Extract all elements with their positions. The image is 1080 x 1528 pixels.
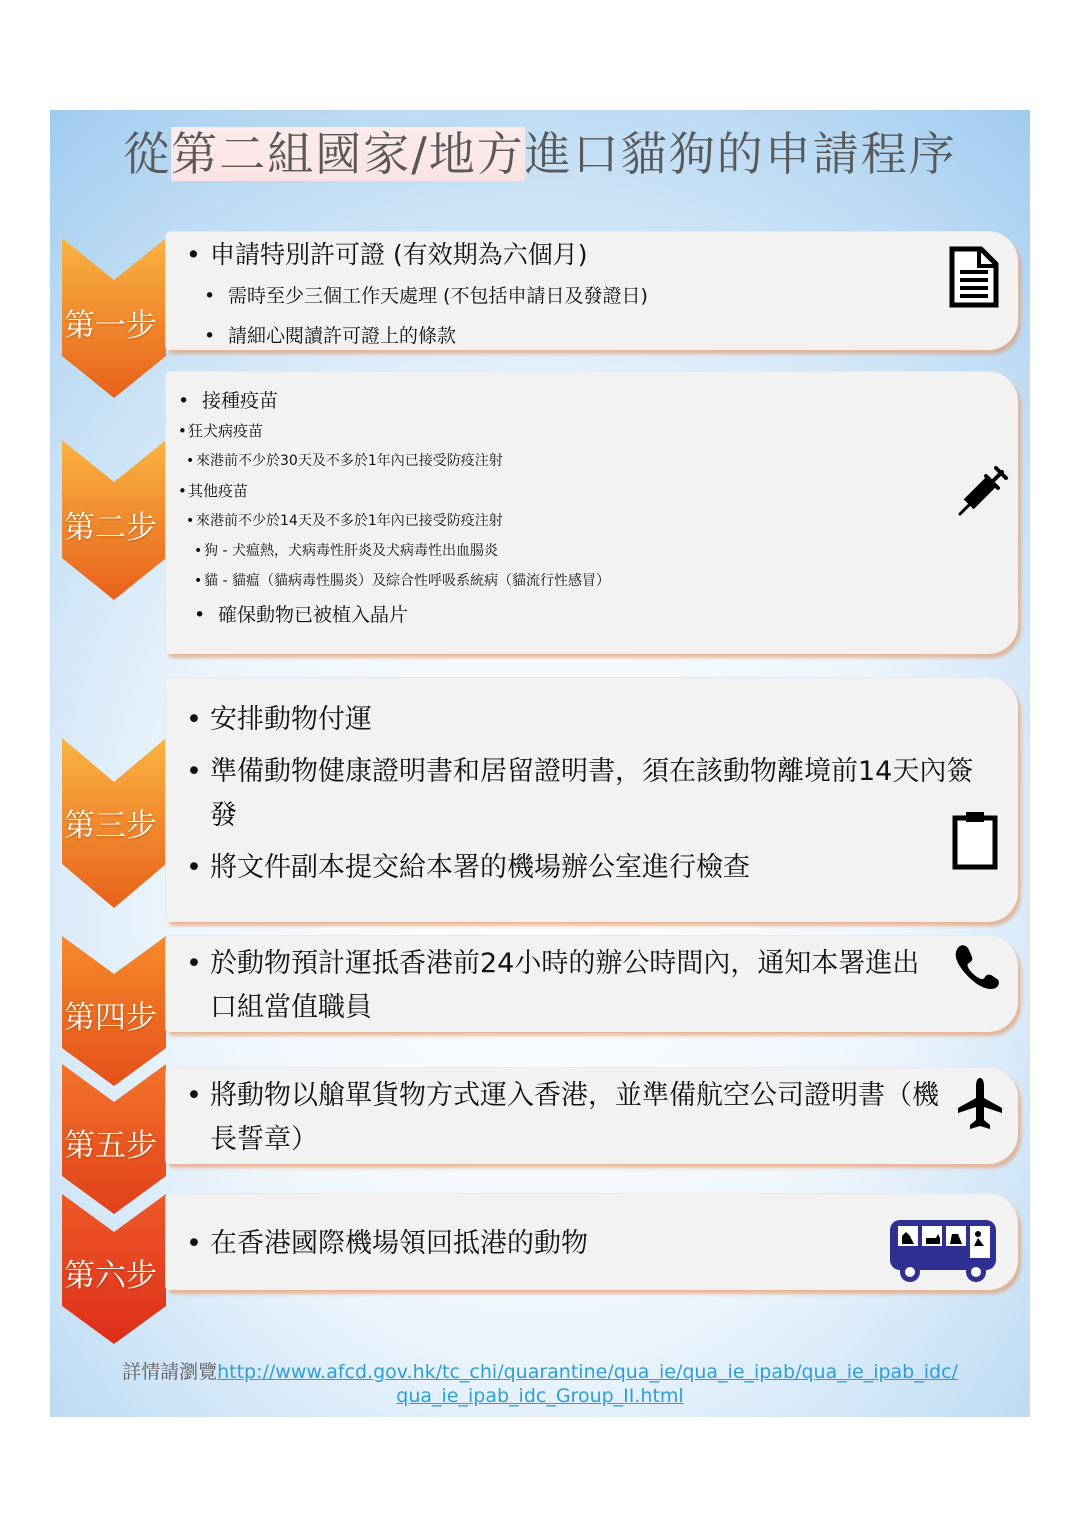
step-6-card (166, 1194, 1018, 1290)
document-icon (949, 246, 999, 308)
step-5-label: 第五步 (64, 1128, 157, 1164)
footer-link-line-1[interactable]: http://www.afcd.gov.hk/tc_chi/quarantine/qua_ie/qua_ie_ipab/qua_ie_ipab_idc/ (217, 1361, 958, 1383)
footer-prefix: 詳情請瀏覽 (122, 1361, 218, 1383)
step-5-item-1: • 將動物以艙單貨物方式運入香港，並準備航空公司證明書（機長誓章） (186, 1074, 940, 1162)
footer-link-line-2[interactable]: qua_ie_ipab_idc_Group_II.html (396, 1385, 684, 1407)
step-2-item-vaccination: • 接種疫苗 (178, 386, 1018, 416)
step-3-item-2: • 準備動物健康證明書和居留證明書，須在該動物離境前14天內簽發 (186, 750, 980, 838)
step-1-label: 第一步 (64, 308, 157, 344)
step-2-item-rabies: • 狂犬病疫苗 (178, 416, 1018, 446)
step-2-item-dog: • 狗 - 犬瘟熱，犬病毒性肝炎及犬病毒性出血腸炎 (194, 536, 1018, 566)
step-4-label: 第四步 (64, 1000, 157, 1036)
title-part-3: 進口貓狗的申請程序 (524, 127, 957, 181)
step-1-item-3: • 請細心閱讀許可證上的條款 (204, 316, 1018, 356)
step-2-card (166, 372, 1018, 654)
step-6-label: 第六步 (64, 1258, 157, 1294)
step-4-card (166, 936, 1018, 1032)
airplane-icon (956, 1076, 1004, 1132)
step-6-badge (58, 1194, 170, 1344)
step-1-badge (58, 238, 170, 398)
footer (50, 1360, 1030, 1408)
step-3-badge (58, 738, 170, 908)
clipboard-icon (952, 810, 998, 870)
step-5-badge (58, 1064, 170, 1214)
step-3-label: 第三步 (64, 808, 157, 844)
bus-icon (888, 1218, 1000, 1284)
step-3-item-1: • 安排動物付運 (186, 698, 958, 742)
title-part-1: 從 (123, 127, 172, 181)
step-2-badge (58, 440, 170, 600)
step-1-item-2: • 需時至少三個工作天處理 (不包括申請日及發證日) (204, 276, 1018, 316)
step-5-card (166, 1068, 1018, 1164)
step-6-item-1: • 在香港國際機場領回抵港的動物 (186, 1222, 908, 1266)
step-2-item-other: • 其他疫苗 (178, 476, 1018, 506)
poster (50, 110, 1030, 1417)
step-3-item-3: • 將文件副本提交給本署的機場辦公室進行檢查 (186, 846, 958, 890)
step-2-item-cat: • 貓 - 貓瘟（貓病毒性腸炎）及綜合性呼吸系統病（貓流行性感冒） (194, 566, 1018, 596)
step-1-item-1: • 申請特別許可證 (有效期為六個月) (186, 236, 1018, 274)
syringe-icon (956, 464, 1010, 518)
step-2-item-microchip: • 確保動物已被植入晶片 (194, 596, 1018, 634)
step-1-card (166, 232, 1018, 350)
step-2-item-other-detail: • 來港前不少於14天及不多於1年內已接受防疫注射 (186, 506, 1018, 536)
step-4-item-1: • 於動物預計運抵香港前24小時的辦公時間內，通知本署進出口組當值職員 (186, 942, 930, 1030)
step-3-card (166, 678, 1018, 922)
step-2-label: 第二步 (64, 510, 157, 546)
phone-icon (952, 942, 1000, 990)
page-title (50, 118, 1030, 184)
step-2-item-rabies-detail: • 來港前不少於30天及不多於1年內已接受防疫注射 (186, 446, 1018, 476)
title-part-2: 第二組國家/地方 (171, 127, 525, 181)
